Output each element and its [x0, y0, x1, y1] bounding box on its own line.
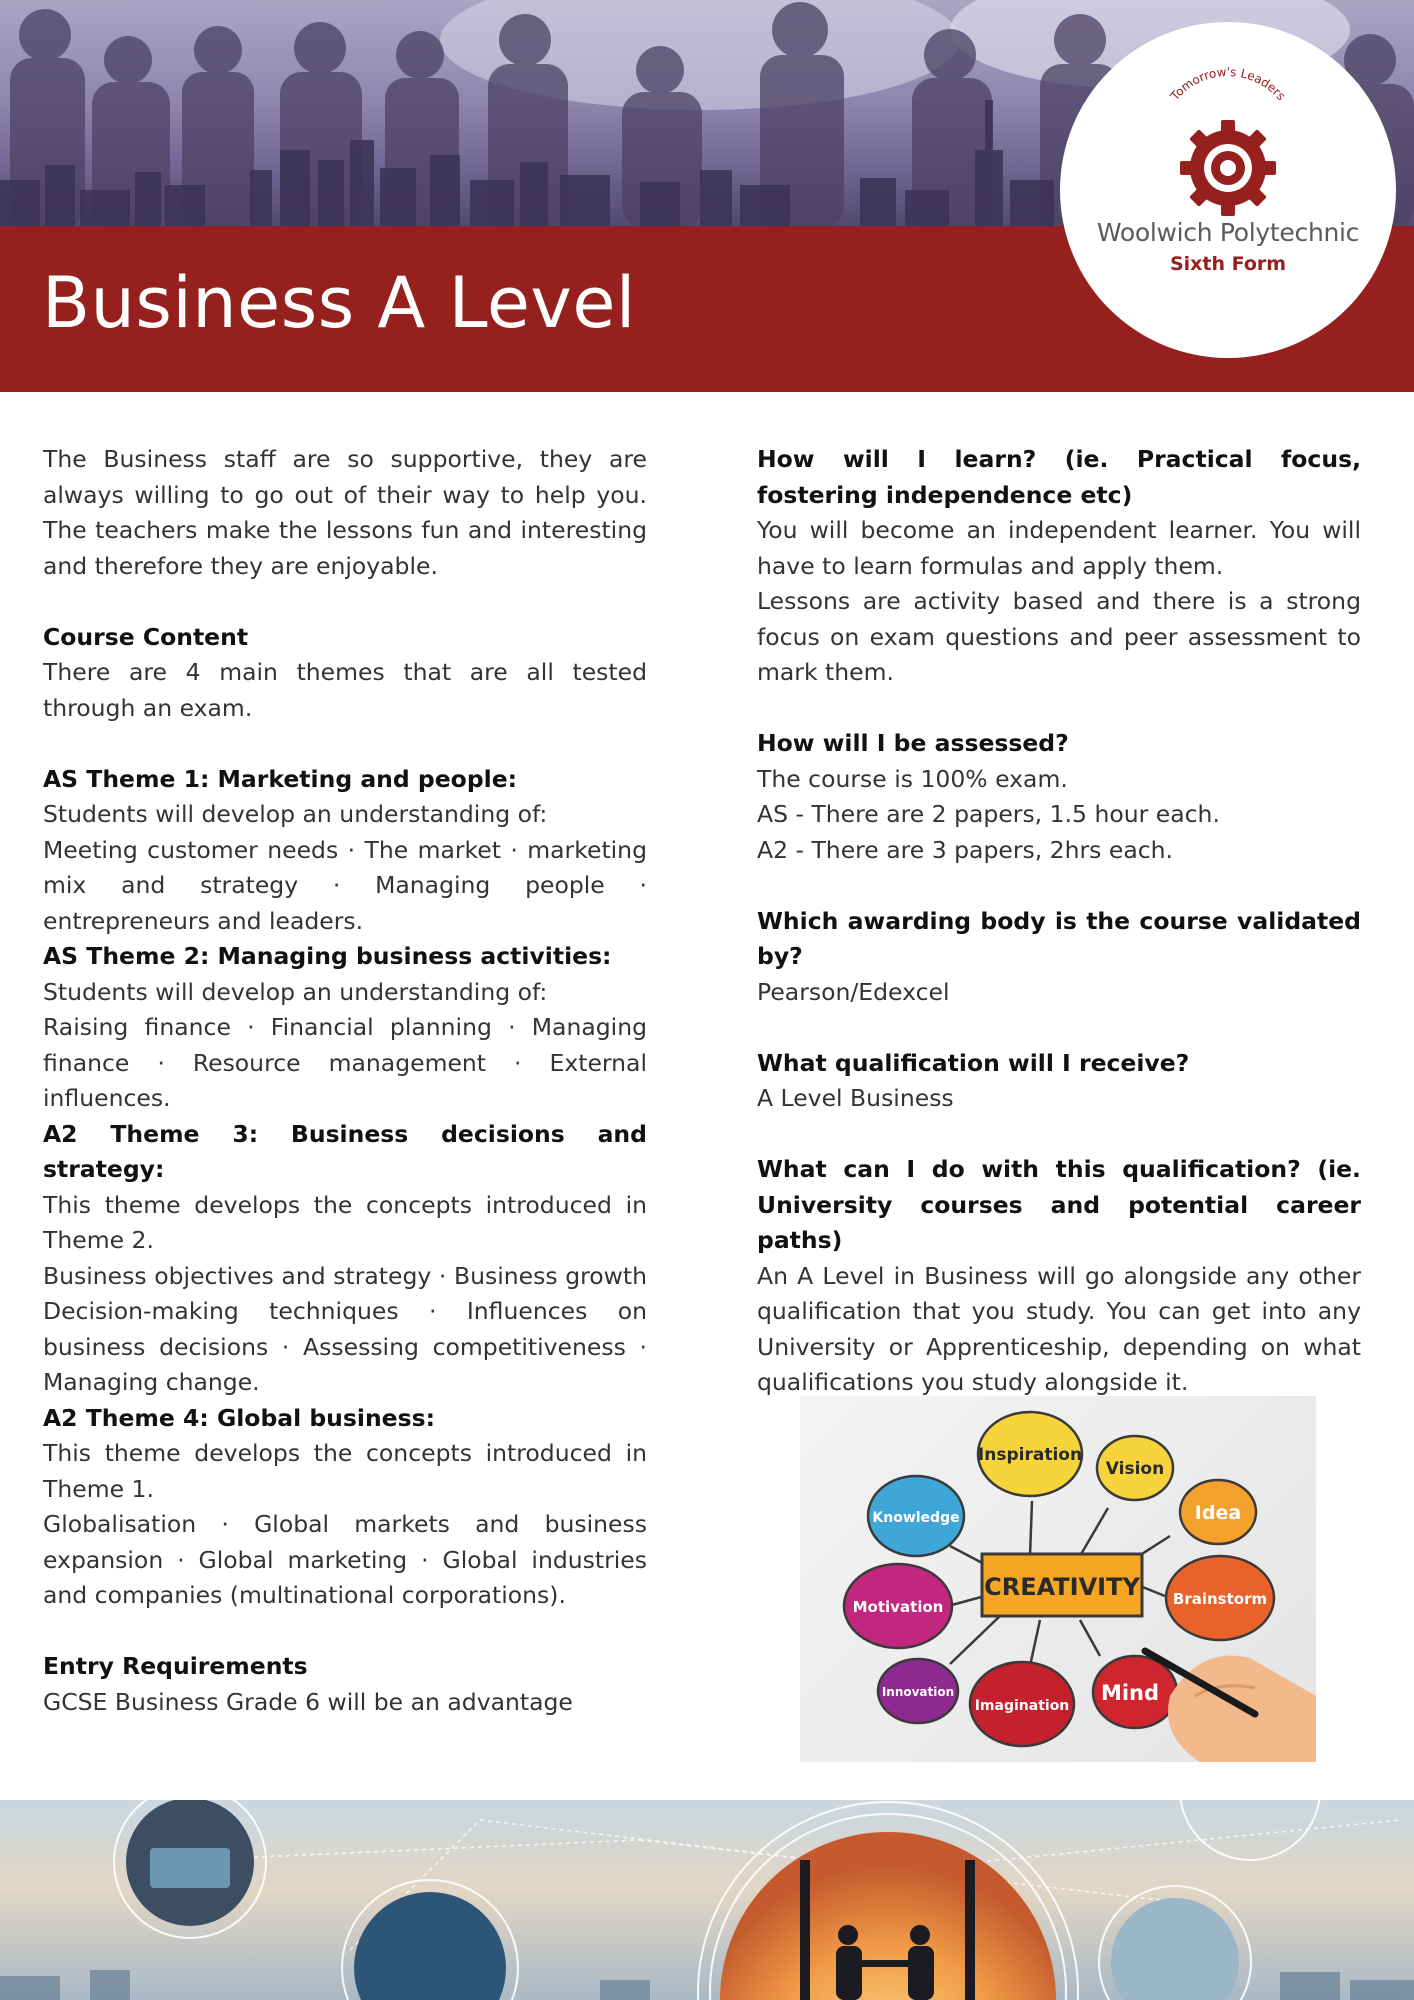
course-content-heading: Course Content [43, 622, 249, 651]
page-title: Business A Level [42, 262, 636, 344]
theme1-intro: Students will develop an understanding of: [43, 800, 548, 828]
qualification-heading: What qualification will I receive? [757, 1048, 1190, 1077]
creativity-label: CREATIVITY [984, 1573, 1140, 1601]
vision-label: Vision [1105, 1459, 1165, 1479]
entry-requirements-heading: Entry Requirements [43, 1652, 308, 1680]
school-logo [1060, 22, 1396, 358]
inspiration-label: Inspiration [977, 1445, 1083, 1465]
business-network-image [0, 1800, 1414, 2000]
assessed-heading: How will I be assessed? [757, 729, 1069, 757]
theme3-intro: This theme develops the concepts introduced in Theme 2. [43, 1190, 647, 1254]
learn-text-1: You will become an independent learner. You will have to learn formulas and apply them. [757, 516, 1361, 580]
theme3-heading: A2 Theme 3: Business decisions and strategy: [43, 1119, 647, 1183]
assessed-line-3: A2 - There are 3 papers, 2hrs each. [757, 835, 1174, 864]
motivation-label: Motivation [852, 1598, 944, 1616]
career-heading: What can I do with this qualification? (ie. University courses and potential career paths) [757, 1155, 1361, 1254]
right-column [757, 442, 1361, 1401]
theme4-topics: Globalisation · Global markets and business expansion · Global marketing · Global industries and companies (multinational corporations). [43, 1510, 647, 1609]
creativity-mind-map-image [800, 1396, 1316, 1762]
logo-school-name: Woolwich Polytechnic [1096, 218, 1360, 247]
theme2-topics: Raising finance · Financial planning · Managing finance · Resource management · External influences. [43, 1013, 647, 1112]
brainstorm-label: Brainstorm [1172, 1590, 1268, 1608]
career-text: An A Level in Business will go alongside any other qualification that you study. You can get into any University or Apprenticeship, depending on what qualifications you study alongside it. [757, 1261, 1361, 1396]
logo-subtitle: Sixth Form [1169, 253, 1287, 275]
idea-label: Idea [1194, 1502, 1242, 1524]
awarding-body-text: Pearson/Edexcel [757, 977, 950, 1006]
entry-requirements-text: GCSE Business Grade 6 will be an advantage [43, 1687, 573, 1716]
theme1-topics: Meeting customer needs · The market · marketing mix and strategy · Managing people · entrepreneurs and leaders. [43, 835, 647, 935]
theme2-heading: AS Theme 2: Managing business activities: [43, 942, 612, 970]
mind-label: Mind [1100, 1681, 1160, 1705]
theme1-heading: AS Theme 1: Marketing and people: [43, 764, 518, 793]
left-column [43, 442, 647, 1720]
learn-heading: How will I learn? (ie. Practical focus, fostering independence etc) [757, 445, 1361, 509]
learn-text-2: Lessons are activity based and there is a strong focus on exam questions and peer assessment to mark them. [757, 587, 1361, 686]
theme4-heading: A2 Theme 4: Global business: [43, 1403, 435, 1432]
hand-with-pen-icon [1145, 1651, 1316, 1762]
course-content-text: There are 4 main themes that are all tested through an exam. [43, 658, 647, 722]
assessed-line-2: AS - There are 2 papers, 1.5 hour each. [757, 800, 1220, 828]
theme2-intro: Students will develop an understanding of: [43, 977, 548, 1006]
assessed-line-1: The course is 100% exam. [757, 764, 1068, 793]
imagination-label: Imagination [974, 1698, 1070, 1714]
intro-paragraph: The Business staff are so supportive, they are always willing to go out of their way to help you. The teachers make the lessons fun and interesting and therefore they are enjoyable. [43, 445, 647, 580]
knowledge-label: Knowledge [872, 1510, 960, 1526]
theme3-topics: Business objectives and strategy · Business growth Decision-making techniques · Influences on business decisions · Assessing competitiveness · Managing change. [43, 1261, 647, 1396]
theme4-intro: This theme develops the concepts introduced in Theme 1. [43, 1439, 647, 1503]
gear-icon [1180, 120, 1276, 216]
awarding-body-heading: Which awarding body is the course validated by? [757, 906, 1361, 970]
logo-arc-text: Tomorrow's Leaders [1167, 64, 1289, 104]
innovation-label: Innovation [881, 1685, 955, 1699]
qualification-text: A Level Business [757, 1084, 954, 1112]
footer-photo [0, 1800, 1414, 2000]
